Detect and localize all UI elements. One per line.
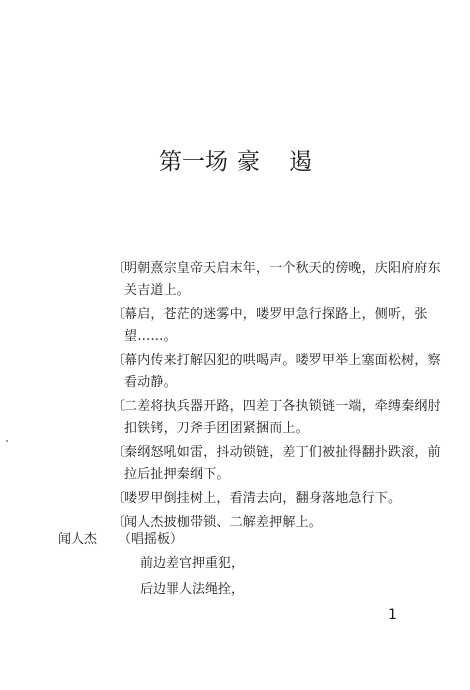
direction-text: 闻人杰披枷带锁、二解差押解上。 — [124, 515, 323, 530]
direction-text: 喽罗甲倒挂树上，看清去向，翻身落地急行下。 — [124, 491, 402, 506]
scene-heading — [0, 146, 470, 178]
direction-bracket: 〔 — [112, 261, 126, 276]
scene-title-char-2: 遏 — [289, 149, 312, 175]
scan-speck — [6, 440, 8, 442]
lyrics — [140, 553, 244, 605]
tune-annotation: （唱摇板） — [118, 532, 184, 547]
stage-direction — [112, 488, 452, 510]
direction-bracket: 〔 — [112, 445, 126, 460]
direction-text: 幕启，苍茫的迷雾中，喽罗甲急行探路上，侧听，张望……。 — [124, 307, 428, 344]
direction-text: 幕内传来打解囚犯的哄喝声。喽罗甲举上塞面松树，察看动静。 — [124, 353, 441, 390]
speaker-name: 闻人杰 — [58, 532, 98, 547]
direction-bracket: 〔 — [112, 353, 126, 368]
lyric-line: 后边罪人法绳拴， — [140, 582, 245, 597]
stage-direction — [112, 396, 452, 440]
stage-direction — [112, 442, 452, 486]
direction-bracket: 〔 — [112, 399, 126, 414]
stage-direction — [112, 350, 452, 394]
direction-bracket: 〔 — [112, 515, 126, 530]
direction-bracket: 〔 — [112, 491, 126, 506]
stage-direction — [112, 304, 452, 348]
lyric-line: 前边差官押重犯， — [140, 556, 245, 571]
scene-number: 第一场 — [159, 149, 228, 175]
direction-text: 二差将执兵器开路，四差丁各执锁链一端，牵缚秦纲肘扣铁铐，刀斧手团团紧捆而上。 — [124, 399, 441, 436]
stage-directions — [112, 258, 452, 536]
page-number: 1 — [388, 607, 397, 623]
direction-text: 明朝熹宗皇帝天启末年，一个秋天的傍晚，庆阳府府东关吉道上。 — [124, 261, 441, 298]
direction-text: 秦纲怒吼如雷，抖动锁链，差丁们被扯得翻扑跌滚，前拉后扯押秦纲下。 — [124, 445, 441, 482]
scene-title-char-1: 豪 — [237, 149, 260, 175]
direction-bracket: 〔 — [112, 307, 126, 322]
stage-direction — [112, 258, 452, 302]
